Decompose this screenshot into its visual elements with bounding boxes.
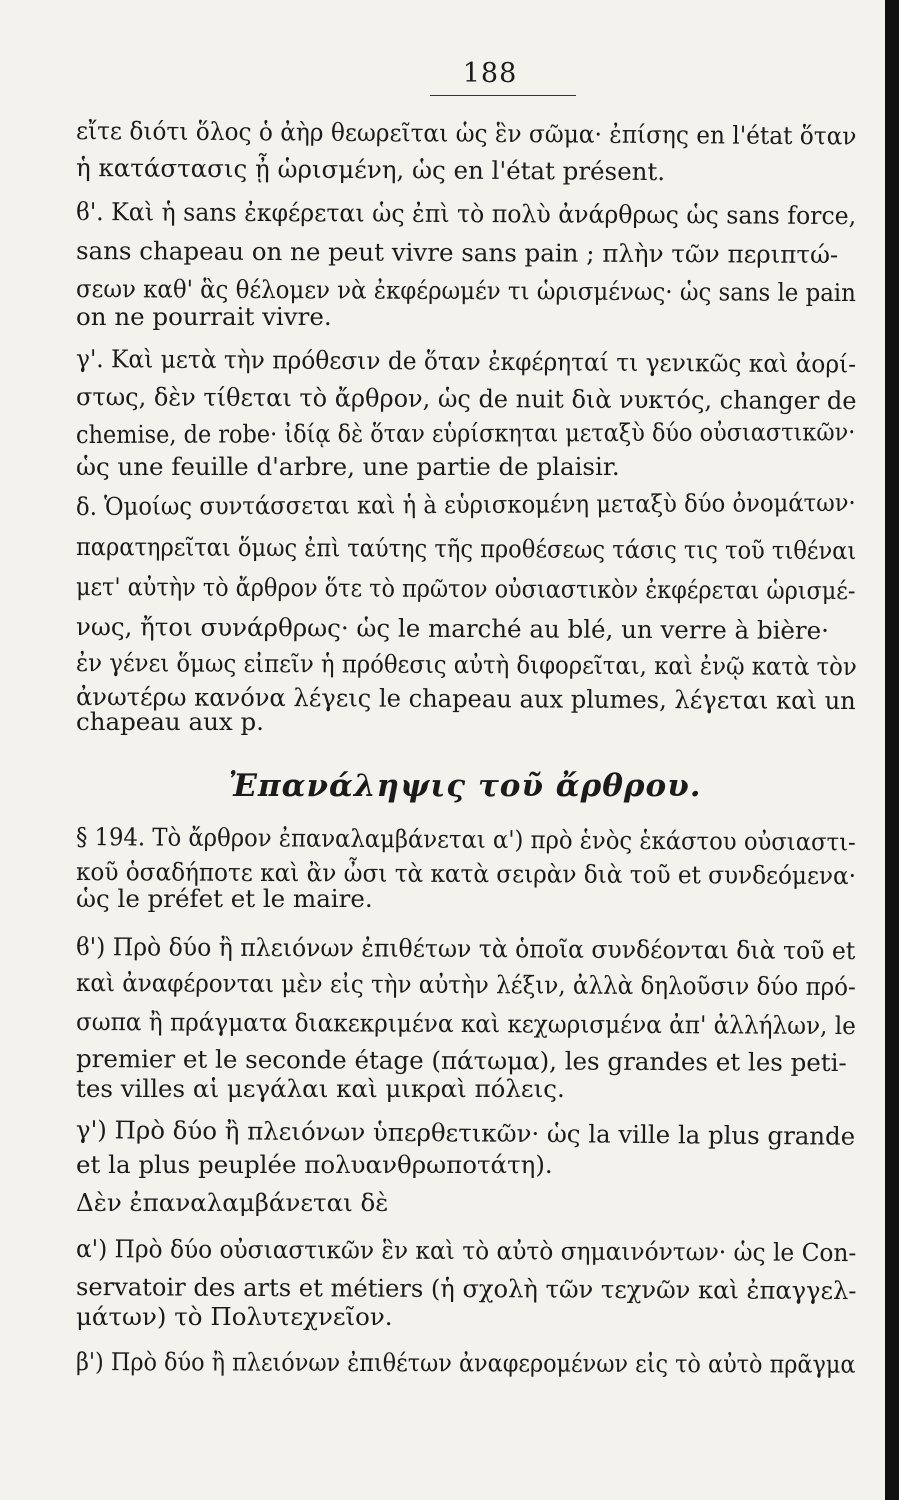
- text-line: ἐν γένει ὅμως εἰπεῖν ἡ πρόθεσις αὐτὴ διφορεῖται, καὶ ἐνῷ κατὰ τὸν: [75, 648, 857, 682]
- text-line: Δὲν ἐπαναλαμβάνεται δὲ: [76, 1188, 389, 1217]
- text-line: κοῦ ὁσαδήποτε καὶ ἂν ὦσι τὰ κατὰ σειρὰν διὰ τοῦ et συνδεόμενα·: [75, 857, 857, 891]
- text-line: ϐ') Πρὸ δύο ἢ πλειόνων ἐπιθέτων τὰ ὁποῖα συνδέονται διὰ τοῦ et: [75, 932, 856, 966]
- text-line: γ') Πρὸ δύο ἢ πλειόνων ὑπερθετικῶν· ὡς la ville la plus grande: [75, 1115, 856, 1151]
- scan-dark-edge: [885, 0, 899, 1500]
- text-line: ϐ'. Καὶ ἡ sans ἐκφέρεται ὡς ἐπὶ τὸ πολὺ ἀνάρθρως ὡς sans force,: [75, 197, 857, 231]
- text-line: μετ' αὐτὴν τὸ ἄρθρον ὅτε τὸ πρῶτον οὐσιαστικὸν ἐκφέρεται ὡρισμέ-: [75, 572, 856, 606]
- text-line: α') Πρὸ δύο οὐσιαστικῶν ἓν καὶ τὸ αὐτὸ σημαινόντων· ὡς le Con-: [75, 1234, 857, 1268]
- text-line: servatoir des arts et métiers (ἡ σχολὴ τῶν τεχνῶν καὶ ἐπαγγελ-: [75, 1272, 857, 1306]
- text-line: chemise, de robe· ἰδίᾳ δὲ ὅταν εὑρίσκηται μεταξὺ δύο οὐσιαστικῶν·: [75, 417, 856, 449]
- text-line: chapeau aux p.: [76, 707, 264, 736]
- text-line: tes villes αἱ μεγάλαι καὶ μικραὶ πόλεις.: [76, 1074, 565, 1103]
- text-line: § 194. Τὸ ἄρθρον ἐπαναλαμβάνεται α') πρὸ ἑνὸς ἑκάστου οὐσιαστι-: [75, 822, 856, 857]
- text-line: σωπα ἢ πράγματα διακεκριμένα καὶ κεχωρισμένα ἀπ' ἀλλήλων, le: [75, 1007, 856, 1041]
- section-heading: Ἐπανάληψις τοῦ ἄρθρου.: [228, 768, 702, 804]
- text-line: σεων καθ' ἃς θέλομεν νὰ ἐκφέρωμέν τι ὡρισμένως· ὡς sans le pain: [75, 274, 856, 308]
- text-line: ὡς une feuille d'arbre, une partie de plaisir.: [76, 452, 620, 481]
- text-line: στως, δὲν τίθεται τὸ ἄρθρον, ὡς de nuit διὰ νυκτός, changer de: [75, 382, 857, 416]
- text-line: on ne pourrait vivre.: [76, 302, 332, 331]
- page-number: 188: [462, 58, 518, 89]
- text-line: νως, ἤτοι συνάρθρως· ὡς le marché au blé, un verre à bière·: [75, 612, 830, 645]
- text-line: γ'. Καὶ μετὰ τὴν πρόθεσιν de ὅταν ἐκφέρηταί τι γενικῶς καὶ ἀορί-: [75, 344, 857, 379]
- text-line: παρατηρεῖται ὅμως ἐπὶ ταύτης τῆς προθέσεως τάσις τις τοῦ τιθέναι: [75, 532, 857, 566]
- text-line: εἴτε διότι ὅλος ὁ ἀὴρ θεωρεῖται ὡς ἓν σῶμα· ἐπίσης en l'état ὅταν: [75, 116, 857, 151]
- text-line: δ. Ὁμοίως συντάσσεται καὶ ἡ à εὑρισκομένη μεταξὺ δύο ὀνομάτων·: [75, 487, 856, 521]
- text-line: ἀνωτέρω κανόνα λέγεις le chapeau aux plumes, λέγεται καὶ un: [75, 682, 856, 716]
- text-line: β') Πρὸ δύο ἢ πλειόνων ἐπιθέτων ἀναφερομένων εἰς τὸ αὐτὸ πρᾶγμα: [75, 1347, 856, 1379]
- text-line: sans chapeau on ne peut vivre sans pain ; πλὴν τῶν περιπτώ-: [75, 236, 839, 269]
- text-line: καὶ ἀναφέρονται μὲν εἰς τὴν αὐτὴν λέξιν, ἀλλὰ δηλοῦσιν δύο πρό-: [75, 968, 856, 1002]
- text-line: ὡς le préfet et le maire.: [76, 884, 373, 913]
- text-line: et la plus peuplée πολυανθρωποτάτη).: [76, 1150, 553, 1179]
- page-number-rule: [430, 95, 576, 96]
- text-line: ἡ κατάστασις ᾖ ὡρισμένη, ὡς en l'état présent.: [75, 153, 666, 187]
- text-line: μάτων) τὸ Πολυτεχνεῖον.: [76, 1302, 393, 1331]
- text-line: premier et le seconde étage (πάτωμα), les grandes et les peti-: [75, 1044, 847, 1078]
- book-page: [70, 0, 860, 1500]
